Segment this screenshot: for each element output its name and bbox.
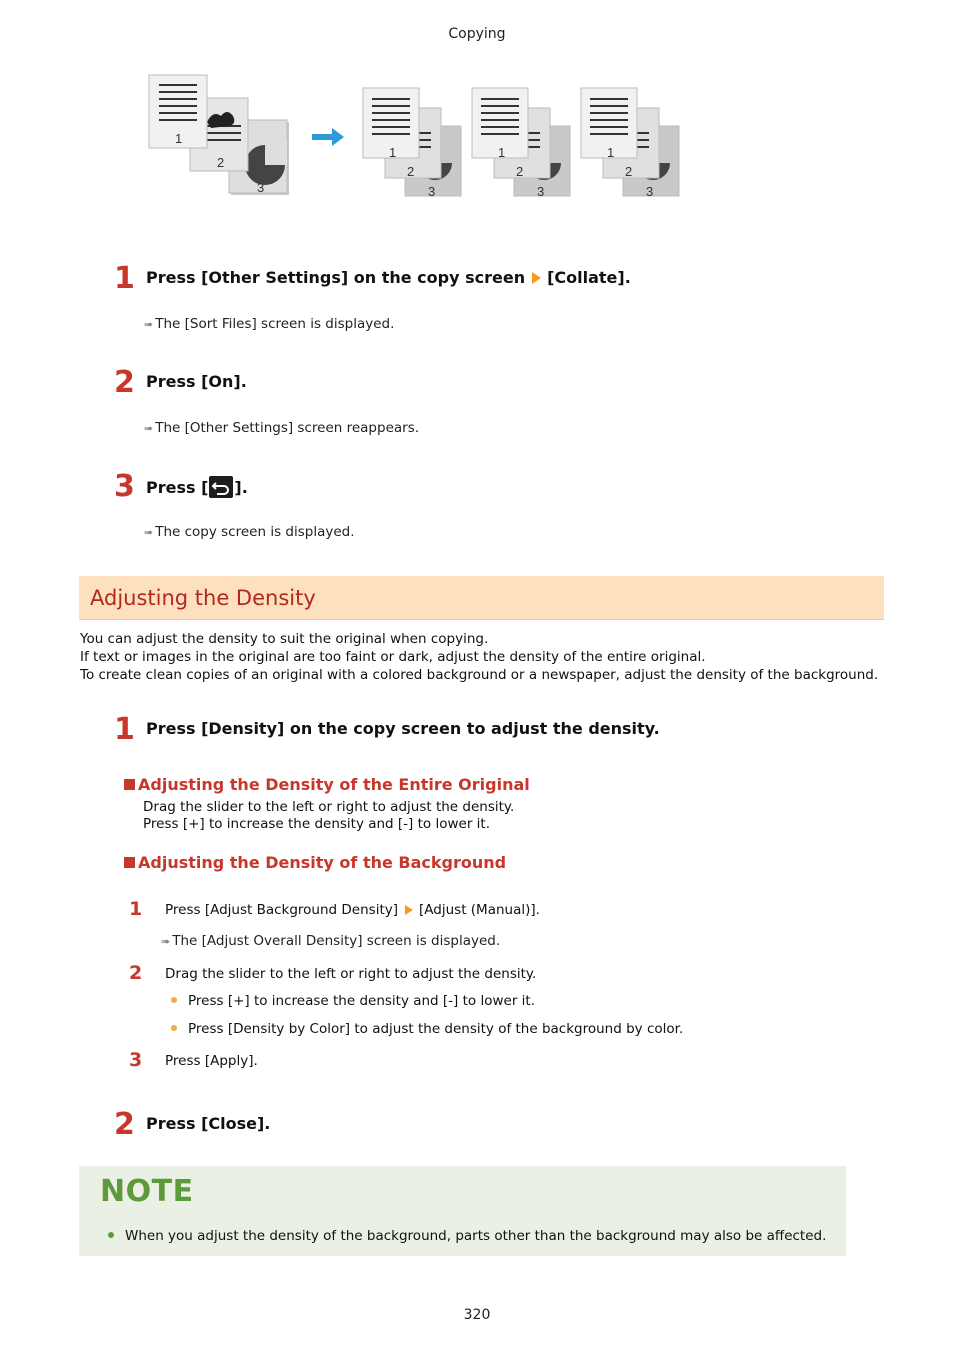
bullet-dot-icon xyxy=(171,997,177,1003)
step-instruction: Press [On]. xyxy=(146,372,247,391)
note-title: NOTE xyxy=(100,1174,194,1209)
step-instruction: Press [Density] on the copy screen to adjust the density. xyxy=(146,719,660,738)
step-number: 1 xyxy=(114,712,135,747)
original-stack-icon xyxy=(149,75,289,195)
substep-result: ➠ The [Adjust Overall Density] screen is displayed. xyxy=(161,933,501,949)
menu-arrow-icon xyxy=(405,905,413,915)
step-result: ➠ The [Other Settings] screen reappears. xyxy=(144,420,420,436)
page-header: Copying xyxy=(448,26,506,42)
result-arrow-icon: ➠ xyxy=(144,318,153,331)
bullet-dot-icon xyxy=(171,1025,177,1031)
collate-illustration xyxy=(145,70,690,205)
step-instruction: Press [Other Settings] on the copy screen [Collate]. xyxy=(146,268,631,287)
step-number: 2 xyxy=(114,365,135,400)
square-bullet-icon xyxy=(124,779,135,790)
step-number: 1 xyxy=(114,261,135,296)
svg-text:2: 2 xyxy=(407,164,415,179)
illus-label-2: 2 xyxy=(217,155,225,170)
subsection-text: Press [+] to increase the density and [-] to lower it. xyxy=(143,816,490,832)
svg-text:3: 3 xyxy=(646,184,654,199)
intro-line: To create clean copies of an original with a colored background or a newspaper, adjust the density of the background. xyxy=(80,667,879,683)
intro-line: You can adjust the density to suit the original when copying. xyxy=(80,631,489,647)
bullet-item: Press [Density by Color] to adjust the density of the background by color. xyxy=(171,1020,683,1038)
back-icon xyxy=(209,476,233,498)
svg-text:3: 3 xyxy=(537,184,545,199)
bullet-item: Press [+] to increase the density and [-] to lower it. xyxy=(171,992,535,1010)
collated-set-2 xyxy=(472,88,570,196)
subsection-title: Adjusting the Density of the Entire Original xyxy=(124,775,530,795)
substep-number: 2 xyxy=(129,962,143,984)
substep-number: 3 xyxy=(129,1049,143,1071)
illus-label-1: 1 xyxy=(175,131,183,146)
svg-text:1: 1 xyxy=(389,145,397,160)
svg-text:2: 2 xyxy=(625,164,633,179)
svg-text:3: 3 xyxy=(428,184,436,199)
collated-set-1 xyxy=(363,88,461,196)
substep-text: Drag the slider to the left or right to adjust the density. xyxy=(165,966,537,982)
square-bullet-icon xyxy=(124,857,135,868)
substep-number: 1 xyxy=(129,898,143,920)
svg-text:1: 1 xyxy=(498,145,506,160)
substep-text: Press [Apply]. xyxy=(165,1053,258,1069)
section-title: Adjusting the Density xyxy=(90,586,316,610)
intro-line: If text or images in the original are too faint or dark, adjust the density of the entire original. xyxy=(80,649,706,665)
bullet-dot-icon xyxy=(108,1232,114,1238)
page-number: 320 xyxy=(463,1307,491,1323)
step-number: 3 xyxy=(114,469,135,504)
right-arrow-icon xyxy=(312,128,344,146)
result-arrow-icon: ➠ xyxy=(161,935,170,948)
collated-set-3 xyxy=(581,88,679,196)
subsection-title: Adjusting the Density of the Background xyxy=(124,853,506,873)
step-number: 2 xyxy=(114,1107,135,1142)
step-instruction: Press [Close]. xyxy=(146,1114,271,1133)
result-arrow-icon: ➠ xyxy=(144,526,153,539)
svg-text:1: 1 xyxy=(607,145,615,160)
step-result: ➠ The [Sort Files] screen is displayed. xyxy=(144,316,395,332)
illus-label-3: 3 xyxy=(257,180,265,195)
step-instruction: Press [ ]. xyxy=(146,478,248,497)
subsection-text: Drag the slider to the left or right to adjust the density. xyxy=(143,799,515,815)
svg-text:2: 2 xyxy=(516,164,524,179)
note-item: When you adjust the density of the background, parts other than the background may also be affected. xyxy=(108,1227,826,1245)
substep-text: Press [Adjust Background Density] [Adjust (Manual)]. xyxy=(165,902,540,918)
menu-arrow-icon xyxy=(532,272,541,284)
step-result: ➠ The copy screen is displayed. xyxy=(144,524,355,540)
result-arrow-icon: ➠ xyxy=(144,422,153,435)
